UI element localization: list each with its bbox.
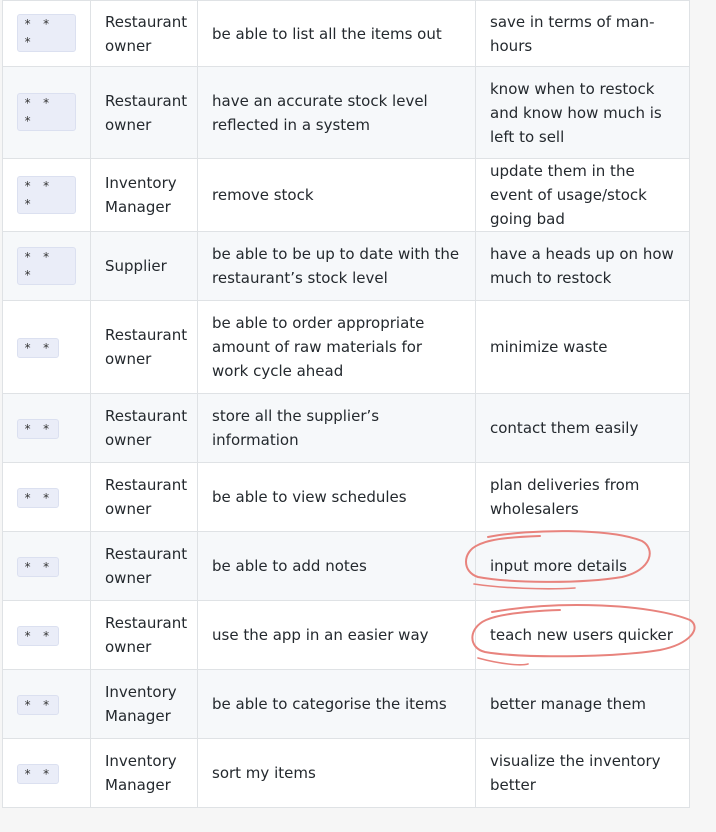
user-stories-table (2, 0, 690, 808)
benefit-cell: have a heads up on how much to restock (476, 232, 690, 301)
table-row (3, 739, 690, 808)
role-cell: Inventory Manager (91, 739, 198, 808)
table-row (3, 463, 690, 532)
benefit-cell: contact them easily (476, 394, 690, 463)
role-cell: Restaurant owner (91, 601, 198, 670)
priority-cell (3, 601, 91, 670)
priority-code: * * * (17, 14, 76, 52)
want-cell: be able to list all the items out (198, 1, 476, 67)
want-cell: have an accurate stock level reflected in a system (198, 67, 476, 159)
priority-cell (3, 1, 91, 67)
benefit-cell: know when to restock and know how much is left to sell (476, 67, 690, 159)
priority-code: * * (17, 419, 59, 439)
want-cell: be able to add notes (198, 532, 476, 601)
priority-code: * * (17, 764, 59, 784)
want-cell: use the app in an easier way (198, 601, 476, 670)
role-cell: Restaurant owner (91, 67, 198, 159)
table-row (3, 394, 690, 463)
table-row (3, 232, 690, 301)
want-cell: store all the supplier’s information (198, 394, 476, 463)
want-cell: be able to categorise the items (198, 670, 476, 739)
want-cell: be able to order appropriate amount of raw materials for work cycle ahead (198, 301, 476, 394)
role-cell: Restaurant owner (91, 394, 198, 463)
priority-code: * * * (17, 93, 76, 131)
table-row (3, 301, 690, 394)
table-row (3, 601, 690, 670)
role-cell: Restaurant owner (91, 532, 198, 601)
role-cell: Restaurant owner (91, 463, 198, 532)
benefit-cell: input more details (476, 532, 690, 601)
table-row (3, 670, 690, 739)
priority-code: * * * (17, 247, 76, 285)
priority-code: * * (17, 488, 59, 508)
priority-code: * * (17, 557, 59, 577)
priority-cell (3, 532, 91, 601)
want-cell: be able to be up to date with the restaurant’s stock level (198, 232, 476, 301)
table-row (3, 159, 690, 232)
role-cell: Restaurant owner (91, 1, 198, 67)
priority-code: * * (17, 626, 59, 646)
want-cell: be able to view schedules (198, 463, 476, 532)
role-cell: Inventory Manager (91, 670, 198, 739)
role-cell: Restaurant owner (91, 301, 198, 394)
table-row (3, 532, 690, 601)
want-cell: sort my items (198, 739, 476, 808)
priority-cell (3, 463, 91, 532)
priority-cell (3, 232, 91, 301)
priority-code: * * (17, 338, 59, 358)
table-row (3, 67, 690, 159)
priority-cell (3, 159, 91, 232)
role-cell: Inventory Manager (91, 159, 198, 232)
table-row (3, 1, 690, 67)
benefit-cell: better manage them (476, 670, 690, 739)
priority-cell (3, 67, 91, 159)
priority-cell (3, 670, 91, 739)
benefit-cell: update them in the event of usage/stock going bad (476, 159, 690, 232)
benefit-cell: minimize waste (476, 301, 690, 394)
priority-cell (3, 301, 91, 394)
priority-code: * * (17, 695, 59, 715)
priority-cell (3, 394, 91, 463)
role-cell: Supplier (91, 232, 198, 301)
benefit-cell: save in terms of man-hours (476, 1, 690, 67)
priority-code: * * * (17, 176, 76, 214)
benefit-cell: visualize the inventory better (476, 739, 690, 808)
benefit-cell: plan deliveries from wholesalers (476, 463, 690, 532)
want-cell: remove stock (198, 159, 476, 232)
benefit-cell: teach new users quicker (476, 601, 690, 670)
priority-cell (3, 739, 91, 808)
